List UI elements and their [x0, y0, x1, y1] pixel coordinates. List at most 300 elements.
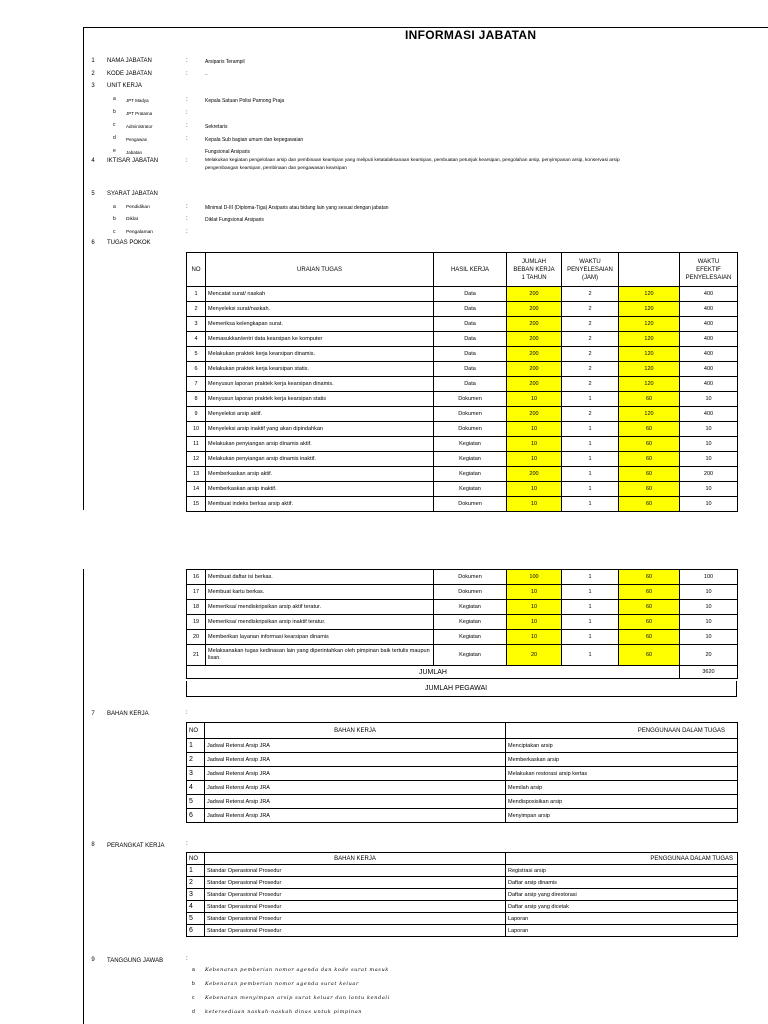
cell-efektif: 400 — [680, 287, 738, 302]
table-row — [187, 865, 738, 877]
cell-waktu: 2 — [562, 407, 619, 422]
cell-no: 1 — [187, 739, 205, 753]
cell-beban: 10 — [507, 497, 562, 512]
cell-hasil: Dokumen — [434, 422, 507, 437]
unit-letter: c — [113, 122, 116, 128]
cell-bahan: Jadwal Retensi Arsip JRA — [205, 795, 506, 809]
cell-beban: 200 — [507, 467, 562, 482]
cell-uraian: Melaksanakan tugas kedinasan lain yang diperintahkan oleh pimpinan baik tertulis maupun lisan. — [206, 645, 434, 666]
syarat-label: SYARAT JABATAN — [107, 191, 158, 197]
cell-yellow: 60 — [619, 422, 680, 437]
cell-no: 5 — [187, 913, 205, 925]
syarat-value: Minimal D-III (Diploma-Tiga) Arsiparis atau bidang lain yang sesuai dengan jabatan — [205, 205, 389, 211]
header-line: BEBAN KERJA — [513, 266, 555, 273]
cell-waktu: 2 — [562, 287, 619, 302]
header-line: EFEKTIF — [696, 266, 721, 273]
table-row — [187, 781, 738, 795]
cell-waktu: 2 — [562, 332, 619, 347]
perangkat-number: 8 — [91, 842, 95, 848]
tanggung-text: ketersediaan naskah-naskah dinas untuk pimpinan — [205, 1009, 363, 1015]
syarat-item-label: Pendidikan — [126, 205, 150, 210]
table-row — [187, 437, 738, 452]
col-efektif-header — [680, 253, 738, 287]
cell-uraian: Memberkaskan arsip aktif. — [206, 467, 434, 482]
cell-bahan: Standar Operasional Prosedur — [205, 913, 506, 925]
cell-waktu: 1 — [562, 452, 619, 467]
cell-hasil: Dokumen — [434, 392, 507, 407]
cell-hasil: Kegiatan — [434, 600, 507, 615]
table-row — [187, 645, 738, 666]
cell-bahan: Standar Operasional Prosedur — [205, 865, 506, 877]
header-line: PENYELESAIAN — [685, 274, 732, 281]
cell-guna: Melakukan restorasi arsip kertas — [506, 767, 738, 781]
cell-waktu: 1 — [562, 600, 619, 615]
table-row — [187, 377, 738, 392]
info-number: 3 — [91, 83, 95, 89]
cell-efektif: 400 — [680, 317, 738, 332]
cell-hasil: Data — [434, 362, 507, 377]
syarat-number: 5 — [91, 191, 95, 197]
table-row — [187, 767, 738, 781]
iktisar-text: pengembangan kearsipan, pembinaan dan pengawasan kearsipan — [205, 166, 347, 171]
table-row — [187, 615, 738, 630]
cell-yellow: 120 — [619, 332, 680, 347]
cell-no: 11 — [187, 437, 206, 452]
tanggung-letter: a — [192, 967, 195, 973]
cell-yellow: 120 — [619, 347, 680, 362]
cell-yellow: 60 — [619, 392, 680, 407]
cell-no: 6 — [187, 809, 205, 823]
bahan-table — [186, 722, 738, 823]
cell-efektif: 10 — [680, 497, 738, 512]
table-row — [187, 497, 738, 512]
cell-beban: 20 — [507, 645, 562, 666]
table-row — [187, 407, 738, 422]
cell-efektif: 10 — [680, 437, 738, 452]
cell-no: 16 — [187, 570, 206, 585]
cell-yellow: 60 — [619, 452, 680, 467]
cell-hasil: Kegiatan — [434, 452, 507, 467]
header-line: WAKTU — [579, 258, 601, 265]
cell-uraian: Membuat kartu berkas. — [206, 585, 434, 600]
cell-yellow: 60 — [619, 570, 680, 585]
cell-no: 6 — [187, 925, 205, 937]
header-line: (JAM) — [582, 274, 598, 281]
cell-uraian: Memberikan layanan informasi kearsipan dinamis — [206, 630, 434, 645]
table-row — [187, 317, 738, 332]
syarat-letter: c — [113, 229, 116, 235]
page-left-border-bottom — [83, 569, 84, 1024]
table-row — [187, 570, 738, 585]
syarat-item-label: Pengalaman — [126, 230, 153, 235]
cell-beban: 10 — [507, 630, 562, 645]
cell-yellow: 60 — [619, 600, 680, 615]
jumlah-label: JUMLAH — [187, 666, 680, 679]
cell-beban: 200 — [507, 347, 562, 362]
table-row — [187, 332, 738, 347]
bahan-sep: : — [186, 710, 188, 716]
table-row — [187, 795, 738, 809]
cell-uraian: Memeriksa/ mendiskripsikan arsip aktif teratur. — [206, 600, 434, 615]
perangkat-sep: : — [186, 841, 188, 847]
cell-beban: 200 — [507, 332, 562, 347]
col-blank-header — [619, 253, 680, 287]
cell-uraian: Melakukan penyiangan arsip dinamis inaktif. — [206, 452, 434, 467]
cell-no: 18 — [187, 600, 206, 615]
cell-hasil: Kegiatan — [434, 467, 507, 482]
cell-waktu: 2 — [562, 302, 619, 317]
cell-yellow: 60 — [619, 497, 680, 512]
unit-sep: : — [186, 97, 188, 103]
cell-waktu: 1 — [562, 645, 619, 666]
table-row — [187, 809, 738, 823]
cell-uraian: Memeriksa/ mendiskripsikan arsip inaktif teratur. — [206, 615, 434, 630]
unit-sep: : — [186, 136, 188, 142]
cell-beban: 200 — [507, 362, 562, 377]
cell-uraian: Menyeleksi surat/naskah. — [206, 302, 434, 317]
cell-yellow: 60 — [619, 482, 680, 497]
cell-efektif: 400 — [680, 377, 738, 392]
unit-sep: : — [186, 110, 188, 116]
perangkat-table — [186, 852, 738, 937]
cell-bahan: Jadwal Retensi Arsip JRA — [205, 753, 506, 767]
unit-value: Fungsional Arsiparis — [205, 149, 251, 155]
header-line: WAKTU — [697, 258, 720, 265]
cell-efektif: 10 — [680, 422, 738, 437]
table-row — [187, 362, 738, 377]
tugas-table — [186, 252, 738, 512]
unit-label: Administrator — [126, 124, 153, 129]
table-edge — [736, 681, 737, 697]
bahan-number: 7 — [91, 711, 95, 717]
cell-guna: Memberkaskan arsip — [506, 753, 738, 767]
tanggung-letter: c — [192, 995, 195, 1001]
cell-efektif: 400 — [680, 347, 738, 362]
cell-beban: 10 — [507, 437, 562, 452]
iktisar-label: IKTISAR JABATAN — [107, 158, 159, 164]
bahan-no-header: NO — [187, 723, 205, 739]
cell-hasil: Data — [434, 317, 507, 332]
info-number: 2 — [91, 71, 95, 77]
cell-guna: Laporan — [506, 925, 738, 937]
cell-beban: 10 — [507, 615, 562, 630]
cell-yellow: 120 — [619, 287, 680, 302]
cell-guna: Menciptakan arsip — [506, 739, 738, 753]
cell-guna: Daftar arsip yang dicetak — [506, 901, 738, 913]
cell-uraian: Melakukan praktek kerja kearsipan dinamis. — [206, 347, 434, 362]
cell-uraian: Membuat indeks berkas arsip aktif. — [206, 497, 434, 512]
cell-hasil: Dokumen — [434, 407, 507, 422]
cell-no: 12 — [187, 452, 206, 467]
cell-hasil: Kegiatan — [434, 437, 507, 452]
cell-bahan: Jadwal Retensi Arsip JRA — [205, 809, 506, 823]
cell-efektif: 400 — [680, 332, 738, 347]
jumlah-value: 3620 — [680, 666, 738, 679]
cell-efektif: 10 — [680, 482, 738, 497]
table-header-row — [187, 853, 738, 865]
cell-bahan: Jadwal Retensi Arsip JRA — [205, 767, 506, 781]
cell-uraian: Menyusun laporan praktek kerja kearsipan statis — [206, 392, 434, 407]
unit-letter: e — [113, 148, 116, 154]
cell-hasil: Dokumen — [434, 497, 507, 512]
tanggung-letter: b — [192, 981, 195, 987]
cell-bahan: Standar Operasional Prosedur — [205, 901, 506, 913]
cell-efektif: 10 — [680, 630, 738, 645]
cell-beban: 10 — [507, 452, 562, 467]
unit-value: Sekretaris — [205, 124, 228, 130]
col-no-header: NO — [187, 253, 206, 287]
unit-letter: d — [113, 135, 116, 141]
cell-waktu: 1 — [562, 467, 619, 482]
cell-uraian: Menyusun laporan praktek kerja kearsipan dinamis. — [206, 377, 434, 392]
table-row — [187, 925, 738, 937]
cell-no: 19 — [187, 615, 206, 630]
cell-hasil: Data — [434, 377, 507, 392]
cell-bahan: Standar Operasional Prosedur — [205, 925, 506, 937]
table-row — [187, 392, 738, 407]
iktisar-sep: : — [186, 158, 188, 164]
header-line: 1 TAHUN — [521, 274, 547, 281]
cell-no: 3 — [187, 889, 205, 901]
cell-yellow: 60 — [619, 467, 680, 482]
col-waktu-header — [562, 253, 619, 287]
cell-efektif: 10 — [680, 452, 738, 467]
cell-efektif: 10 — [680, 392, 738, 407]
cell-beban: 10 — [507, 422, 562, 437]
cell-no: 17 — [187, 585, 206, 600]
cell-waktu: 2 — [562, 347, 619, 362]
header-line: JUMLAH — [521, 258, 546, 265]
cell-efektif: 20 — [680, 645, 738, 666]
syarat-sep: : — [186, 204, 188, 210]
syarat-sep: : — [186, 216, 188, 222]
cell-waktu: 1 — [562, 482, 619, 497]
tanggung-sep: : — [186, 956, 188, 962]
cell-hasil: Kegiatan — [434, 482, 507, 497]
tugas-label: TUGAS POKOK — [107, 240, 151, 246]
cell-hasil: Dokumen — [434, 585, 507, 600]
cell-guna: Registrasi arsip — [506, 865, 738, 877]
tanggung-label: TANGGUNG JAWAB — [107, 958, 164, 964]
cell-waktu: 1 — [562, 437, 619, 452]
cell-uraian: Melakukan penyiangan arsip dinamis aktif. — [206, 437, 434, 452]
cell-guna: Daftar arsip yang direstorasi — [506, 889, 738, 901]
perangkat-table-body — [187, 865, 738, 937]
cell-yellow: 60 — [619, 437, 680, 452]
cell-bahan: Jadwal Retensi Arsip JRA — [205, 739, 506, 753]
cell-hasil: Kegiatan — [434, 630, 507, 645]
header-line: PENYELESAIAN — [567, 266, 613, 273]
tugas-table-body-continued — [187, 570, 738, 645]
syarat-letter: b — [113, 216, 116, 222]
cell-efektif: 200 — [680, 467, 738, 482]
perangkat-no-header: NO — [187, 853, 205, 865]
cell-uraian: Memasukkan/entri data kearsipan ke komputer — [206, 332, 434, 347]
cell-no: 1 — [187, 865, 205, 877]
table-row — [187, 422, 738, 437]
cell-yellow: 60 — [619, 645, 680, 666]
cell-uraian: Melakukan praktek kerja kearsipan statis. — [206, 362, 434, 377]
cell-no: 3 — [187, 767, 205, 781]
unit-label: Pengawas — [126, 137, 148, 142]
table-edge — [186, 681, 187, 697]
info-number: 1 — [91, 58, 95, 64]
cell-uraian: Memberkaskan arsip inaktif. — [206, 482, 434, 497]
info-value: Arsiparis Terampil — [205, 59, 245, 65]
cell-hasil: Data — [434, 332, 507, 347]
page-title: INFORMASI JABATAN — [405, 28, 537, 42]
info-label: KODE JABATAN — [107, 71, 152, 77]
table-row — [187, 901, 738, 913]
cell-efektif: 100 — [680, 570, 738, 585]
cell-hasil: Data — [434, 287, 507, 302]
syarat-item-label: Diklat — [126, 217, 138, 222]
cell-waktu: 1 — [562, 615, 619, 630]
info-label: NAMA JABATAN — [107, 58, 152, 64]
bahan-table-body — [187, 739, 738, 823]
tanggung-text: Kebenaran menyimpan arsip surat keluar dan lantu kendali — [205, 995, 390, 1001]
tanggung-text: Kebenaran pemberian nomor agenda dan kode surat masuk — [205, 967, 389, 973]
cell-waktu: 1 — [562, 585, 619, 600]
cell-no: 5 — [187, 795, 205, 809]
syarat-value: Diklat Fungsional Arsiparis — [205, 217, 264, 223]
iktisar-number: 4 — [91, 158, 95, 164]
page-left-border-top — [83, 27, 84, 510]
syarat-letter: a — [113, 204, 116, 210]
cell-no: 4 — [187, 332, 206, 347]
cell-yellow: 120 — [619, 362, 680, 377]
info-value: .. — [205, 71, 208, 77]
cell-yellow: 120 — [619, 302, 680, 317]
bahan-label: BAHAN KERJA — [107, 711, 149, 717]
col-uraian-header: URAIAN TUGAS — [206, 253, 434, 287]
cell-waktu: 1 — [562, 392, 619, 407]
cell-no: 3 — [187, 317, 206, 332]
cell-beban: 10 — [507, 600, 562, 615]
unit-label: Jabatan — [126, 150, 143, 155]
unit-letter: b — [113, 109, 116, 115]
cell-uraian: Mencatat surat/ naskah — [206, 287, 434, 302]
cell-no: 10 — [187, 422, 206, 437]
cell-efektif: 400 — [680, 302, 738, 317]
tugas-number: 6 — [91, 240, 95, 246]
cell-waktu: 1 — [562, 422, 619, 437]
cell-yellow: 60 — [619, 630, 680, 645]
info-sep: : — [186, 58, 188, 64]
cell-no: 14 — [187, 482, 206, 497]
cell-waktu: 2 — [562, 377, 619, 392]
cell-waktu: 1 — [562, 630, 619, 645]
cell-hasil: Kegiatan — [434, 615, 507, 630]
unit-letter: a — [113, 96, 116, 102]
tanggung-letter: d — [192, 1009, 195, 1015]
tugas-table-continued — [186, 569, 738, 679]
cell-bahan: Standar Operasional Prosedur — [205, 877, 506, 889]
info-label: UNIT KERJA — [107, 83, 142, 89]
cell-no: 4 — [187, 781, 205, 795]
table-row — [187, 452, 738, 467]
cell-uraian: Membuat daftar isi berkas. — [206, 570, 434, 585]
tanggung-text: Kebenaran pemberian nomor agenda surat keluar — [205, 981, 359, 987]
table-header-row — [187, 723, 738, 739]
cell-bahan: Standar Operasional Prosedur — [205, 889, 506, 901]
cell-hasil: Data — [434, 302, 507, 317]
cell-no: 2 — [187, 877, 205, 889]
cell-beban: 200 — [507, 317, 562, 332]
cell-efektif: 10 — [680, 585, 738, 600]
cell-beban: 200 — [507, 302, 562, 317]
cell-uraian: Menyeleksi arsip aktif. — [206, 407, 434, 422]
unit-sep: : — [186, 123, 188, 129]
table-row — [187, 889, 738, 901]
cell-beban: 10 — [507, 392, 562, 407]
cell-hasil: Data — [434, 347, 507, 362]
cell-efektif: 10 — [680, 615, 738, 630]
cell-waktu: 2 — [562, 317, 619, 332]
cell-hasil: Dokumen — [434, 570, 507, 585]
bahan-guna-header: PENGGUNAAN DALAM TUGAS — [506, 723, 738, 739]
table-row — [187, 877, 738, 889]
cell-no: 20 — [187, 630, 206, 645]
tugas-table-body — [187, 287, 738, 512]
cell-waktu: 1 — [562, 497, 619, 512]
cell-efektif: 10 — [680, 600, 738, 615]
cell-waktu: 1 — [562, 570, 619, 585]
tanggung-number: 9 — [91, 957, 95, 963]
cell-guna: Mendisposisikan arsip — [506, 795, 738, 809]
cell-no: 5 — [187, 347, 206, 362]
cell-guna: Menyimpan arsip — [506, 809, 738, 823]
table-row — [187, 347, 738, 362]
table-row — [187, 302, 738, 317]
cell-no: 13 — [187, 467, 206, 482]
cell-no: 9 — [187, 407, 206, 422]
cell-no: 2 — [187, 753, 205, 767]
cell-beban: 10 — [507, 482, 562, 497]
perangkat-guna-header: PENGGUNAA DALAM TUGAS — [506, 853, 738, 865]
cell-beban: 200 — [507, 287, 562, 302]
cell-no: 21 — [187, 645, 206, 666]
cell-guna: Memilah arsip — [506, 781, 738, 795]
cell-no: 6 — [187, 362, 206, 377]
unit-label: JPT Madya — [126, 98, 149, 103]
table-row — [187, 753, 738, 767]
cell-no: 15 — [187, 497, 206, 512]
unit-value: Kepala Satuan Polisi Pamong Praja — [205, 98, 285, 104]
jumlah-pegawai-label: JUMLAH PEGAWAI — [425, 685, 488, 692]
table-row — [187, 585, 738, 600]
cell-yellow: 120 — [619, 317, 680, 332]
info-sep: : — [186, 71, 188, 77]
cell-efektif: 400 — [680, 362, 738, 377]
table-row — [187, 739, 738, 753]
cell-efektif: 400 — [680, 407, 738, 422]
cell-yellow: 120 — [619, 377, 680, 392]
table-header-row — [187, 253, 738, 287]
cell-no: 8 — [187, 392, 206, 407]
cell-yellow: 120 — [619, 407, 680, 422]
cell-yellow: 60 — [619, 585, 680, 600]
cell-guna: Daftar arsip dinamis — [506, 877, 738, 889]
cell-uraian: Menyeleksi arsip inaktif yang akan dipindahkan — [206, 422, 434, 437]
unit-value: Kepala Sub bagian umum dan kepegawaian — [205, 137, 304, 143]
cell-bahan: Jadwal Retensi Arsip JRA — [205, 781, 506, 795]
col-hasil-header: HASIL KERJA — [434, 253, 507, 287]
table-row — [187, 913, 738, 925]
jumlah-row — [187, 666, 738, 679]
cell-beban: 10 — [507, 585, 562, 600]
perangkat-bahan-header: BAHAN KERJA — [205, 853, 506, 865]
